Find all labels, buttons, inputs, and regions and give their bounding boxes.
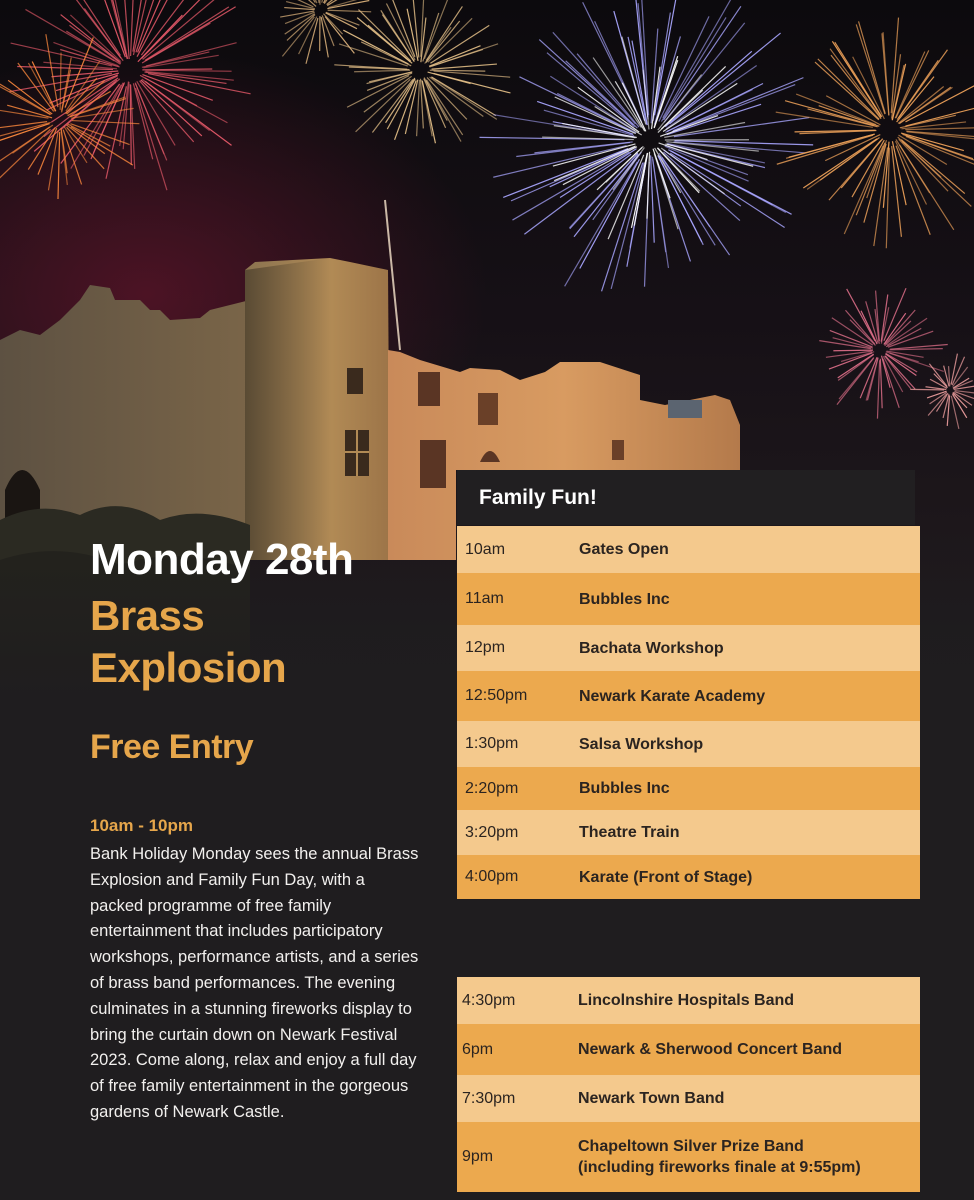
schedule-act: Bubbles Inc	[579, 780, 670, 797]
schedule-time: 9pm	[462, 1148, 494, 1165]
schedule-row	[457, 573, 920, 625]
schedule-time: 7:30pm	[462, 1089, 516, 1107]
schedule-row	[457, 625, 920, 671]
schedule-act: Newark Town Band	[578, 1090, 725, 1107]
event-description: Bank Holiday Monday sees the annual Brass Explosion and Family Fun Day, with a packed programme of free family entertainment that includes participatory workshops, performance artists, and a series of brass band performances. The evening culminates in a stunning fireworks display to bring the curtain down on Newark Festival 2023. Come along, relax and enjoy a full day of free family entertainment in the gorgeous gardens of Newark Castle.	[90, 845, 419, 1121]
schedule-act: Bubbles Inc	[579, 590, 670, 608]
schedule-act: Newark & Sherwood Concert Band	[578, 1041, 843, 1058]
schedule-row	[457, 977, 920, 1024]
schedule-time: 2:20pm	[465, 779, 519, 797]
schedule-row	[457, 767, 920, 810]
schedule-time: 12pm	[465, 639, 506, 656]
event-title-line1: Brass	[90, 592, 205, 639]
schedule-act: Gates Open	[579, 541, 669, 558]
schedule-time: 6pm	[462, 1040, 494, 1058]
band-schedule	[457, 977, 920, 1192]
schedule-act-name: Chapeltown Silver Prize Band	[578, 1138, 804, 1155]
schedule-time: 3:20pm	[465, 823, 519, 841]
schedule-row	[457, 671, 920, 721]
schedule-act: Karate (Front of Stage)	[579, 868, 753, 886]
schedule-row	[457, 1075, 920, 1122]
schedule-time: 4:00pm	[465, 868, 519, 885]
schedule-row	[457, 855, 920, 899]
schedule-act: Lincolnshire Hospitals Band	[578, 992, 795, 1009]
schedule-time: 12:50pm	[465, 687, 528, 704]
schedule-act: Newark Karate Academy	[579, 687, 766, 705]
schedule-time: 1:30pm	[465, 735, 519, 752]
admission: Free Entry	[90, 728, 254, 766]
schedule-time: 4:30pm	[462, 991, 516, 1009]
schedule-time: 11am	[465, 590, 504, 607]
schedule-row	[457, 1024, 920, 1075]
event-title-line2: Explosion	[90, 644, 287, 691]
schedule-act: Bachata Workshop	[579, 639, 724, 657]
family-fun-heading: Family Fun!	[457, 470, 915, 525]
family-fun-schedule	[457, 526, 920, 899]
event-date: Monday 28th	[90, 535, 354, 584]
schedule-row	[457, 1122, 920, 1192]
schedule-row	[457, 526, 920, 573]
schedule-act	[578, 1122, 914, 1192]
schedule-row	[457, 810, 920, 855]
schedule-act-note: (including fireworks finale at 9:55pm)	[578, 1159, 861, 1176]
event-title	[90, 590, 286, 694]
opening-hours: 10am - 10pm	[90, 816, 193, 835]
schedule-act: Theatre Train	[579, 824, 680, 841]
schedule-time: 10am	[465, 540, 506, 558]
schedule-act: Salsa Workshop	[579, 735, 704, 753]
schedule-row	[457, 721, 920, 767]
